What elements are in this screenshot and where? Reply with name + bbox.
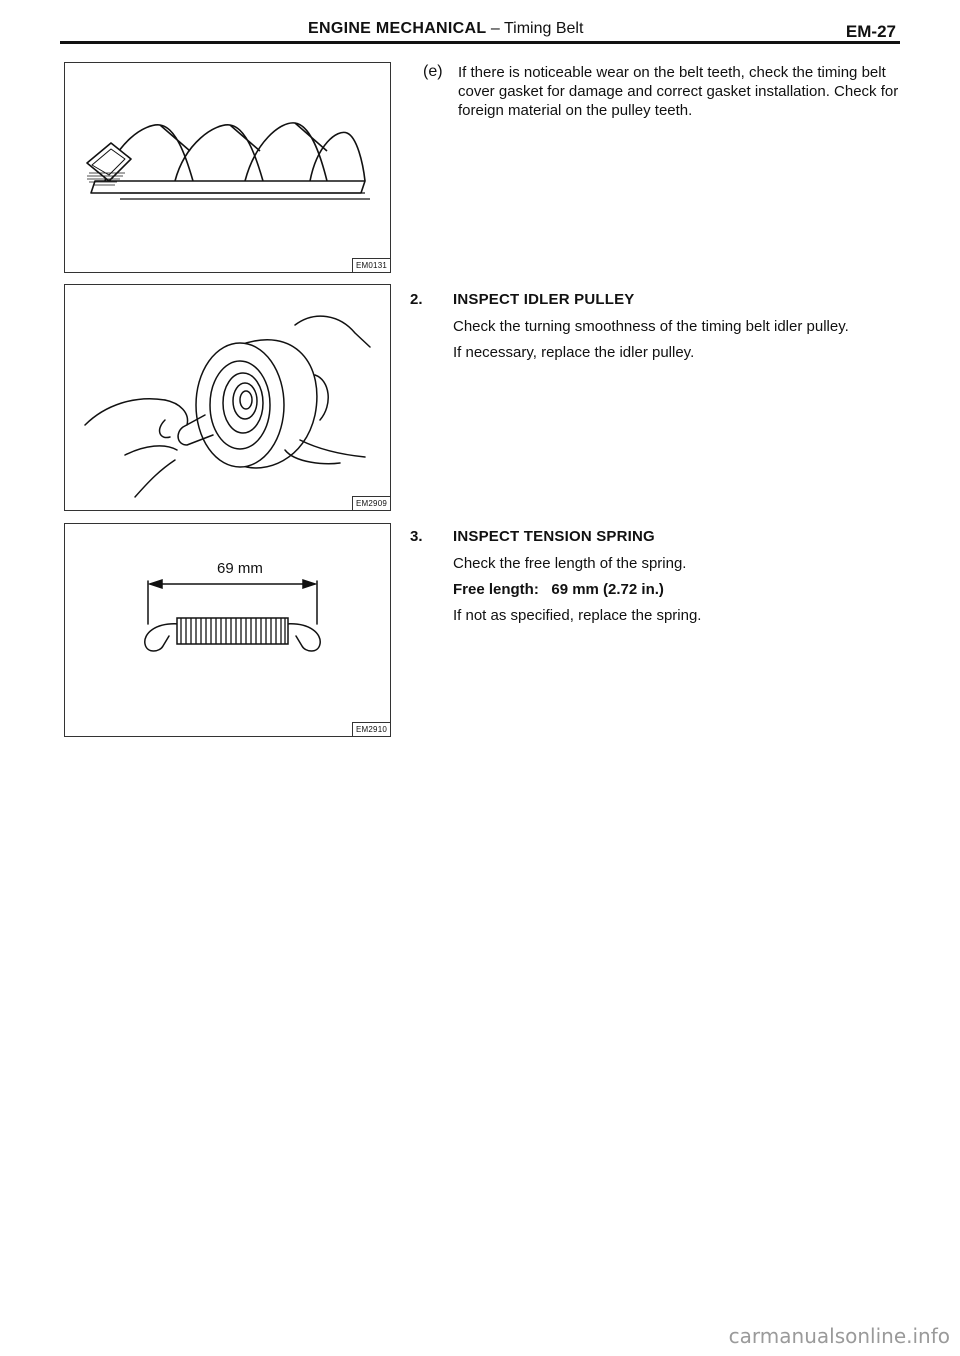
figure-code: EM2910 [352, 722, 390, 736]
figure-idler-pulley [64, 284, 391, 511]
step-e [423, 63, 901, 120]
figure-tension-spring [64, 523, 391, 737]
instruction-line: If necessary, replace the idler pulley. [453, 344, 695, 361]
section-inspect-idler-pulley [410, 291, 900, 371]
section-number: 3. [410, 528, 423, 545]
step-e-marker: (e) [423, 63, 443, 80]
section-inspect-tension-spring [410, 528, 900, 628]
header-section: ENGINE MECHANICAL [308, 20, 487, 37]
header-title [308, 20, 583, 38]
watermark: carmanualsonline.info [728, 1324, 950, 1348]
spec-value: 69 mm (2.72 in.) [551, 581, 664, 598]
instruction-line: If not as specified, replace the spring. [453, 607, 702, 624]
section-heading: INSPECT TENSION SPRING [453, 528, 655, 545]
page-header [60, 18, 900, 40]
page-number: EM-27 [845, 22, 896, 41]
spring-dimension-label: 69 mm [217, 560, 263, 577]
figure-code: EM2909 [352, 496, 390, 510]
instruction-line: Check the free length of the spring. [453, 555, 687, 572]
instruction-line: Check the turning smoothness of the timing belt idler pulley. [453, 318, 849, 335]
section-heading: INSPECT IDLER PULLEY [453, 291, 635, 308]
header-separator: – [490, 20, 500, 37]
belt-teeth-illustration [65, 63, 390, 272]
figure-code: EM0131 [352, 258, 390, 272]
header-subsection: Timing Belt [503, 20, 584, 37]
spec-label: Free length: [453, 581, 539, 598]
section-number: 2. [410, 291, 423, 308]
spec-line [453, 581, 664, 598]
idler-pulley-illustration [65, 285, 390, 510]
header-rule [60, 41, 900, 44]
tension-spring-illustration [65, 524, 390, 736]
step-e-text: If there is noticeable wear on the belt teeth, check the timing belt cover gasket for damage and correct gasket installation. Check for foreign material on the pulley teeth. [458, 64, 899, 119]
figure-belt-teeth [64, 62, 391, 273]
